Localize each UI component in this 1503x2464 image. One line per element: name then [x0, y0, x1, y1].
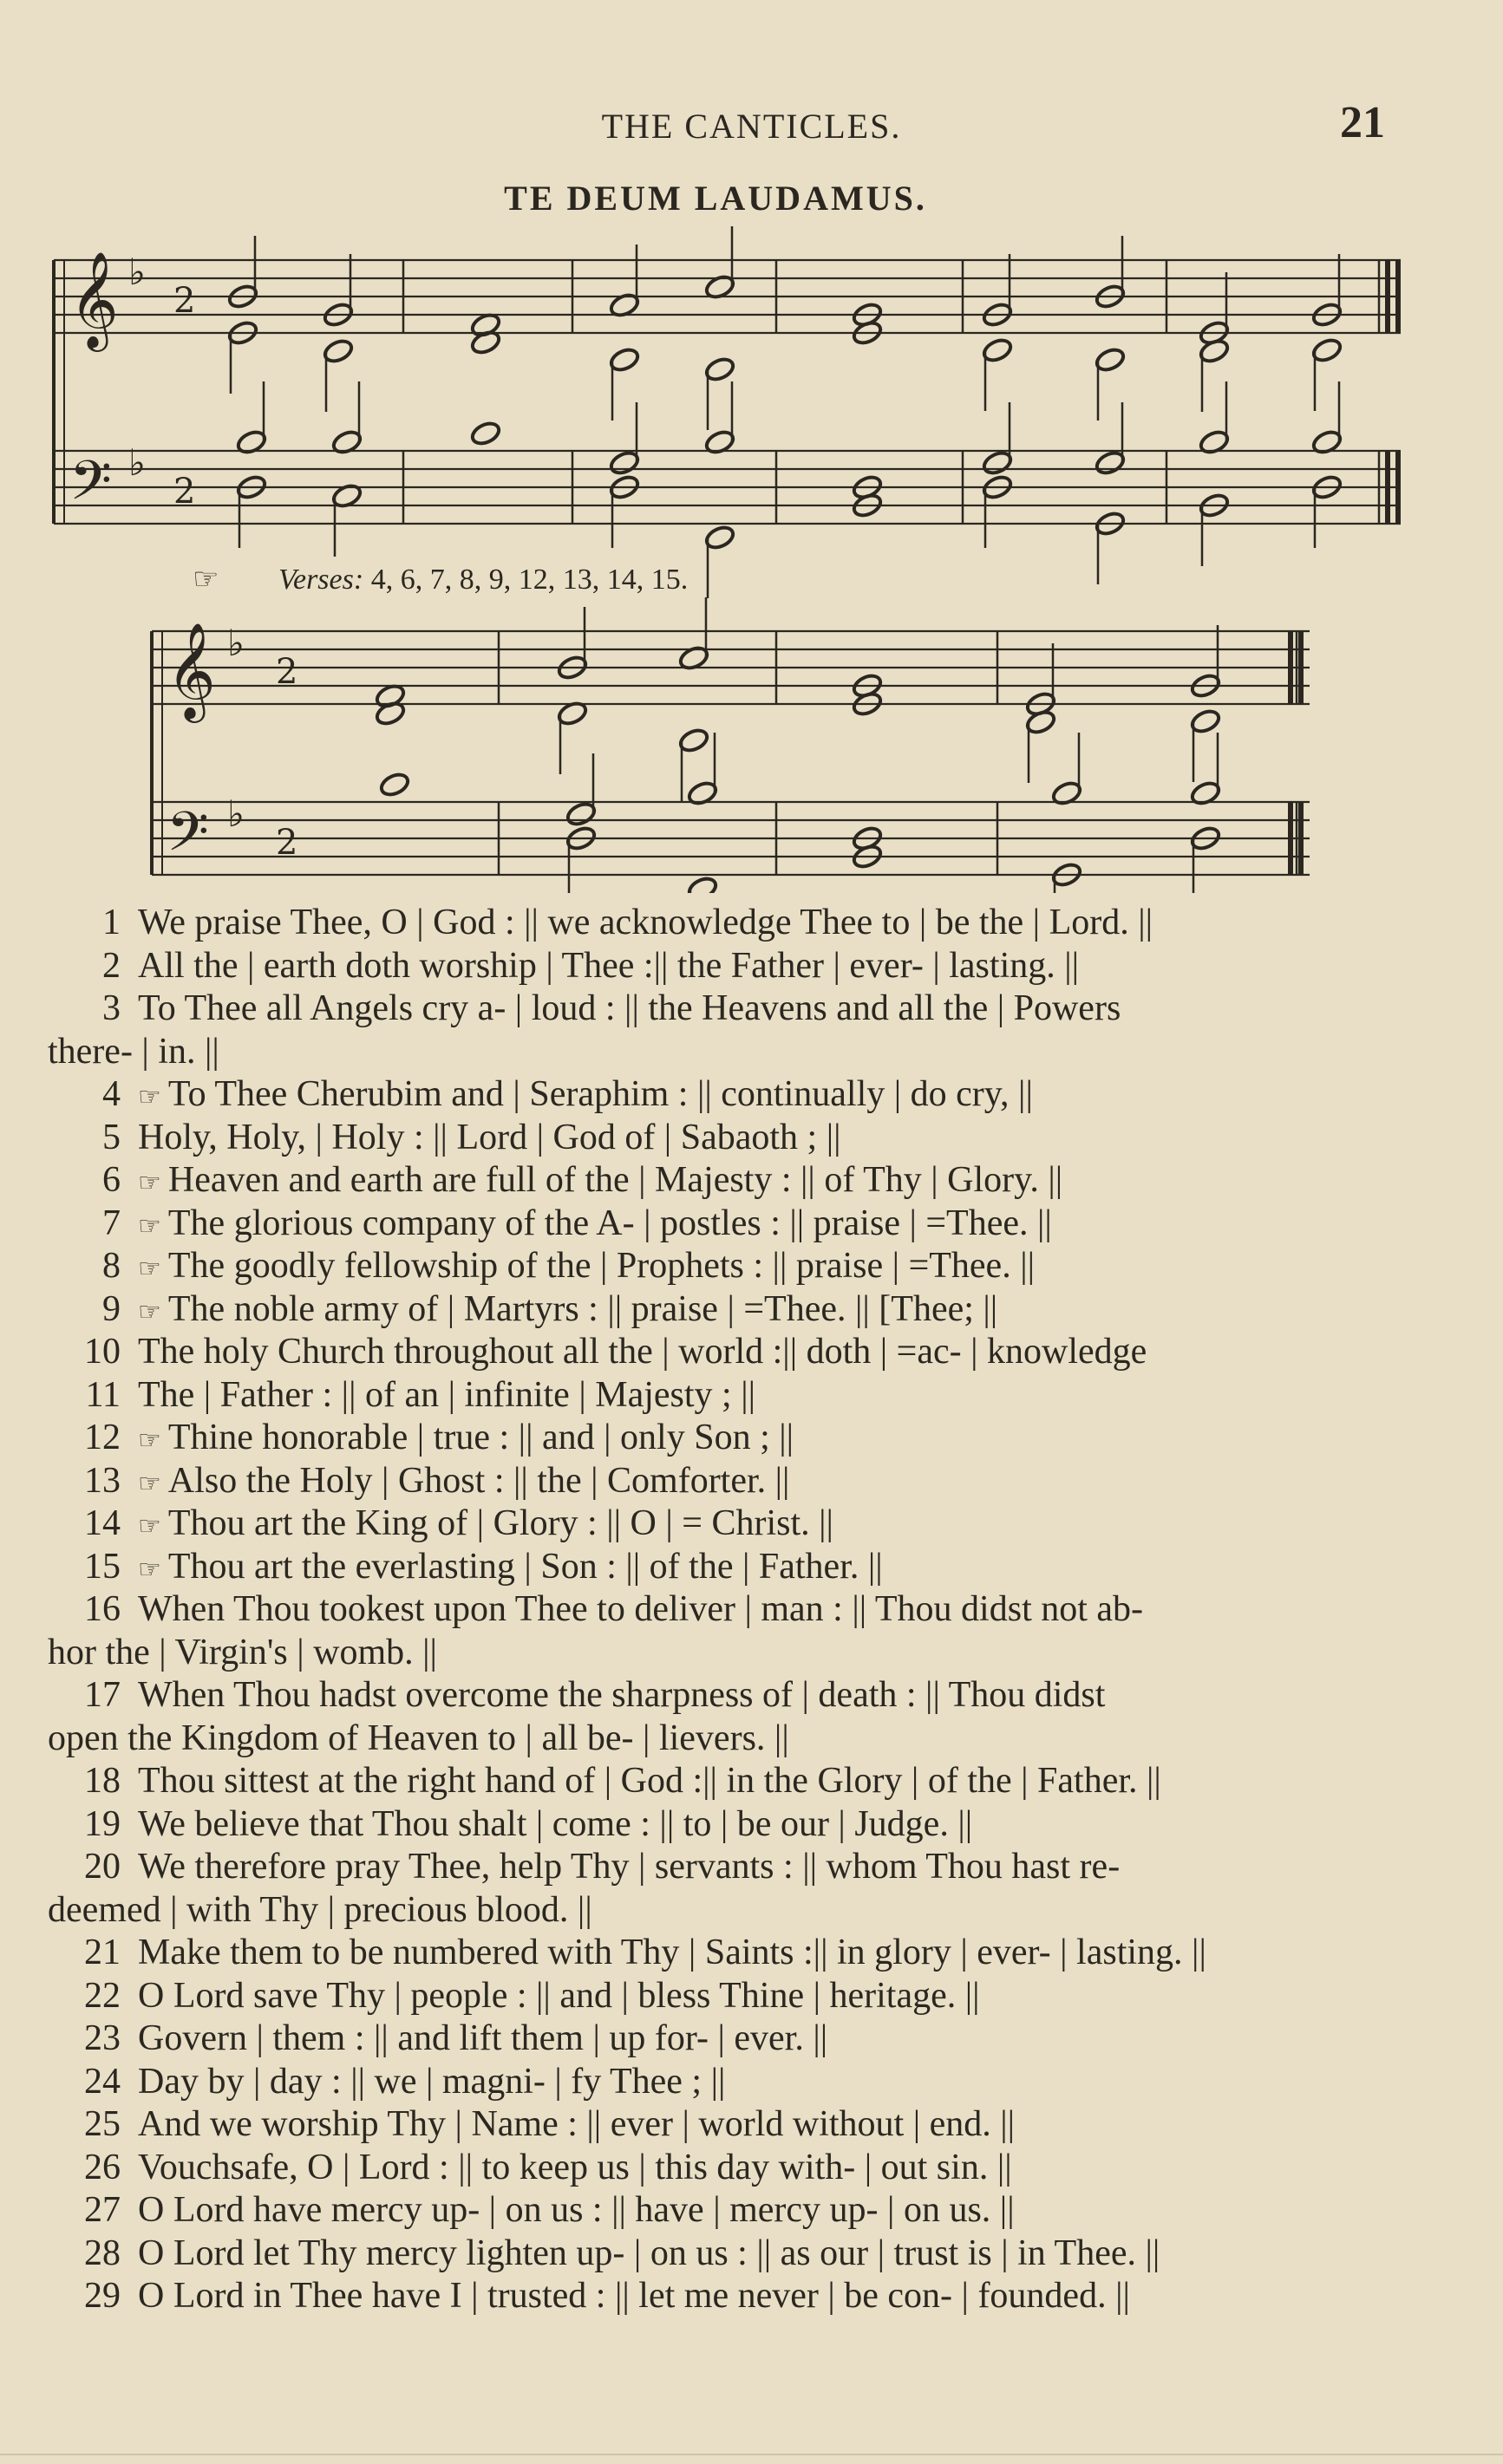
treble-clef-icon: 𝄞 — [69, 251, 119, 348]
verse-number: 1 — [102, 903, 121, 942]
verses-label: Verses: — [278, 564, 364, 596]
verse-text: All the | earth doth worship | Thee :|| the Father | ever- | lasting. || — [138, 945, 1080, 986]
bass-staff — [152, 802, 1310, 875]
verse-text: The | Father : || of an | infinite | Majesty ; || — [138, 1374, 756, 1415]
verse-number: 13 — [84, 1460, 121, 1501]
verse-line — [48, 1718, 1409, 1761]
verse-text: Day by | day : || we | magni- | fy Thee ; || — [138, 2061, 726, 2102]
verse-number: 9 — [102, 1288, 121, 1329]
page-edge — [0, 2454, 1503, 2455]
verse-line — [48, 1460, 1409, 1503]
half-note — [1050, 861, 1082, 893]
verse-text: Heaven and earth are full of the | Majesty : || of Thy | Glory. || — [167, 1160, 1063, 1200]
verse-text: O Lord have mercy up- | on us : || have | mercy up- | on us. || — [138, 2190, 1015, 2230]
verse-number: 18 — [84, 1761, 121, 1801]
half-note — [1198, 492, 1230, 566]
verse-number: 14 — [84, 1503, 121, 1543]
half-note — [703, 524, 735, 598]
verse-number: 7 — [102, 1203, 121, 1243]
half-note — [330, 381, 363, 456]
verse-text: We believe that Thou shalt | come : || to | be our | Judge. || — [138, 1803, 973, 1844]
treble-staff — [152, 631, 1310, 704]
half-note — [235, 381, 267, 456]
pointing-hand-icon: ☞ — [138, 1512, 161, 1541]
verse-line — [48, 2233, 1409, 2276]
verse-number: 2 — [102, 945, 121, 986]
verse-line — [48, 1503, 1409, 1546]
verse-line — [48, 1846, 1409, 1889]
verse-text: deemed | with Thy | precious blood. || — [48, 1889, 592, 1930]
verse-line — [48, 1203, 1409, 1246]
verse-text: O Lord save Thy | people : || and | bless Thine | heritage. || — [138, 1975, 980, 2016]
chant-title: TE DEUM LAUDAMUS. — [504, 179, 927, 218]
verse-line — [48, 1245, 1409, 1288]
chant-score — [0, 0, 1503, 893]
verse-text: The holy Church throughout all the | world :|| doth | =ac- | knowledge — [138, 1332, 1147, 1372]
verse-number: 22 — [84, 1975, 121, 2016]
bass-clef-icon: 𝄢 — [69, 448, 112, 525]
verse-text: We praise Thee, O | God : || we acknowledge Thee to | be the | Lord. || — [138, 903, 1153, 942]
verse-line — [48, 1632, 1409, 1675]
verse-number: 6 — [102, 1160, 121, 1200]
verse-line — [48, 1374, 1409, 1418]
verse-text: Vouchsafe, O | Lord : || to keep us | this day with- | out sin. || — [138, 2147, 1012, 2187]
half-note — [703, 226, 735, 301]
verse-line — [48, 1760, 1409, 1803]
verse-text: Thou art the King of | Glory : || O | = Christ. || — [167, 1503, 833, 1543]
verse-line — [48, 2275, 1409, 2318]
verse-line — [48, 988, 1409, 1031]
verse-number: 24 — [84, 2061, 121, 2102]
bass-staff — [54, 451, 1401, 524]
verse-line — [48, 1288, 1409, 1332]
verse-line — [48, 2103, 1409, 2147]
verse-number: 16 — [84, 1589, 121, 1629]
half-note — [556, 700, 588, 774]
running-head: THE CANTICLES. — [601, 107, 902, 146]
verse-number: 17 — [84, 1675, 121, 1715]
verse-number: 27 — [84, 2190, 121, 2230]
verse-number: 11 — [85, 1374, 121, 1415]
page-number: 21 — [1340, 98, 1385, 147]
verse-line — [48, 1674, 1409, 1718]
verse-number: 10 — [84, 1332, 121, 1372]
verse-line — [48, 2147, 1409, 2190]
flat-icon: ♭ — [227, 622, 245, 664]
time-signature: 2 — [276, 823, 298, 863]
half-note — [677, 597, 709, 672]
flat-icon: ♭ — [128, 251, 146, 293]
time-signature: 2 — [276, 652, 298, 692]
verse-number: 25 — [84, 2104, 121, 2144]
verse-line — [48, 1588, 1409, 1632]
half-note — [1310, 473, 1343, 548]
verse-number: 29 — [84, 2276, 121, 2316]
verse-text: The goodly fellowship of the | Prophets : || praise | =Thee. || — [167, 1246, 1036, 1286]
verses-list: 4, 6, 7, 8, 9, 12, 13, 14, 15. — [370, 564, 689, 596]
half-note — [1094, 510, 1126, 584]
verse-text: When Thou hadst overcome the sharpness of | death : || Thou didst — [138, 1675, 1106, 1715]
pointing-hand-icon: ☞ — [138, 1083, 161, 1111]
time-signature: 2 — [173, 281, 196, 321]
verse-text: When Thou tookest upon Thee to deliver | man : || Thou didst not ab- — [138, 1589, 1144, 1629]
verse-line — [48, 2061, 1409, 2104]
flat-icon: ♭ — [227, 792, 245, 835]
verse-line — [48, 1031, 1409, 1074]
verse-number: 3 — [102, 988, 121, 1028]
pointing-hand-icon: ☞ — [138, 1211, 161, 1241]
verse-text: O Lord in Thee have I | trusted : || let me never | be con- | founded. || — [138, 2276, 1130, 2316]
pointing-hand-icon: ☞ — [138, 1469, 161, 1498]
verse-text: Also the Holy | Ghost : || the | Comforter. || — [167, 1460, 790, 1501]
verse-text: Thine honorable | true : || and | only Son ; || — [167, 1418, 794, 1457]
verse-line — [48, 1073, 1409, 1117]
half-note — [981, 402, 1013, 477]
verse-line — [48, 1117, 1409, 1160]
flat-icon: ♭ — [128, 441, 146, 484]
verse-text: The glorious company of the A- | postles : || praise | =Thee. || — [167, 1203, 1052, 1243]
half-note — [556, 607, 588, 681]
verse-number: 15 — [84, 1546, 121, 1587]
half-note — [686, 875, 718, 893]
half-note — [608, 473, 640, 548]
verse-number: 19 — [84, 1803, 121, 1844]
half-note — [322, 254, 354, 329]
verse-text: The noble army of | Martyrs : || praise | =Thee. || [Thee; || — [167, 1288, 998, 1329]
verse-text: hor the | Virgin's | womb. || — [48, 1632, 437, 1672]
verse-line — [48, 1546, 1409, 1589]
bass-clef-icon: 𝄢 — [167, 799, 209, 877]
verse-number: 21 — [84, 1933, 121, 1972]
verse-text: O Lord let Thy mercy lighten up- | on us : || as our | trust is | in Thee. || — [138, 2233, 1160, 2273]
half-note — [378, 771, 410, 799]
verse-line — [48, 1975, 1409, 2018]
verse-line — [48, 1417, 1409, 1460]
verse-number: 4 — [102, 1074, 121, 1114]
pointing-hand-icon: ☞ — [138, 1169, 161, 1197]
verse-text: Thou sittest at the right hand of | God :|| in the Glory | of the | Father. || — [138, 1761, 1161, 1801]
half-note — [981, 336, 1013, 411]
canticle-text — [48, 902, 1409, 2318]
verse-text: there- | in. || — [48, 1031, 219, 1072]
half-note — [1094, 236, 1126, 310]
verse-number: 12 — [84, 1418, 121, 1457]
pointing-hand-icon: ☞ — [138, 1555, 161, 1584]
half-note — [226, 319, 258, 394]
half-note — [565, 825, 597, 893]
half-note — [981, 254, 1013, 329]
half-note — [1024, 708, 1056, 783]
verse-text: And we worship Thy | Name : || ever | world without | end. || — [138, 2104, 1016, 2144]
verse-number: 26 — [84, 2147, 121, 2187]
verse-text: Thou art the everlasting | Son : || of the | Father. || — [167, 1546, 883, 1587]
time-signature: 2 — [173, 472, 196, 512]
verse-text: open the Kingdom of Heaven to | all be- | lievers. || — [48, 1718, 789, 1758]
score-system-2 — [152, 597, 1310, 893]
verse-line — [48, 1932, 1409, 1975]
half-note — [1024, 643, 1056, 718]
half-note — [1189, 825, 1221, 893]
half-note — [226, 236, 258, 310]
verse-text: Make them to be numbered with Thy | Saints :|| in glory | ever- | lasting. || — [138, 1933, 1206, 1972]
verse-line — [48, 1331, 1409, 1374]
verse-line — [48, 945, 1409, 988]
treble-clef-icon: 𝄞 — [167, 622, 216, 719]
half-note — [1198, 272, 1230, 347]
half-note — [1050, 733, 1082, 807]
verse-text: Holy, Holy, | Holy : || Lord | God of | Sabaoth ; || — [138, 1117, 841, 1157]
verse-text: To Thee all Angels cry a- | loud : || the Heavens and all the | Powers — [138, 988, 1121, 1028]
pointing-hand-icon: ☞ — [138, 1426, 161, 1455]
verse-number: 5 — [102, 1117, 121, 1157]
verse-text: We therefore pray Thee, help Thy | servants : || whom Thou hast re- — [138, 1847, 1121, 1887]
pointing-hand-icon: ☞ — [138, 1297, 161, 1327]
pointing-hand-icon: ☞ — [138, 1255, 161, 1283]
verse-line — [48, 1803, 1409, 1847]
half-note — [565, 753, 597, 828]
verse-number: 28 — [84, 2233, 121, 2273]
verse-line — [48, 1159, 1409, 1203]
verse-line — [48, 1889, 1409, 1933]
verse-text: To Thee Cherubim and | Seraphim : || continually | do cry, || — [167, 1074, 1033, 1114]
verse-number: 20 — [84, 1847, 121, 1887]
half-note — [330, 482, 363, 557]
half-note — [322, 337, 354, 412]
half-note — [469, 420, 501, 447]
half-note — [1189, 625, 1221, 700]
verse-number: 8 — [102, 1246, 121, 1286]
verse-line — [48, 2189, 1409, 2233]
verse-number: 23 — [84, 2018, 121, 2058]
score-system-1 — [54, 226, 1401, 598]
verse-line — [48, 2017, 1409, 2061]
half-note — [608, 244, 640, 319]
verses-note — [193, 562, 688, 596]
half-note — [1310, 254, 1343, 329]
verse-line — [48, 902, 1409, 945]
pointing-hand-icon: ☞ — [193, 564, 219, 596]
half-note — [981, 473, 1013, 548]
half-note — [235, 473, 267, 548]
verse-text: Govern | them : || and lift them | up for- | ever. || — [138, 2018, 828, 2058]
